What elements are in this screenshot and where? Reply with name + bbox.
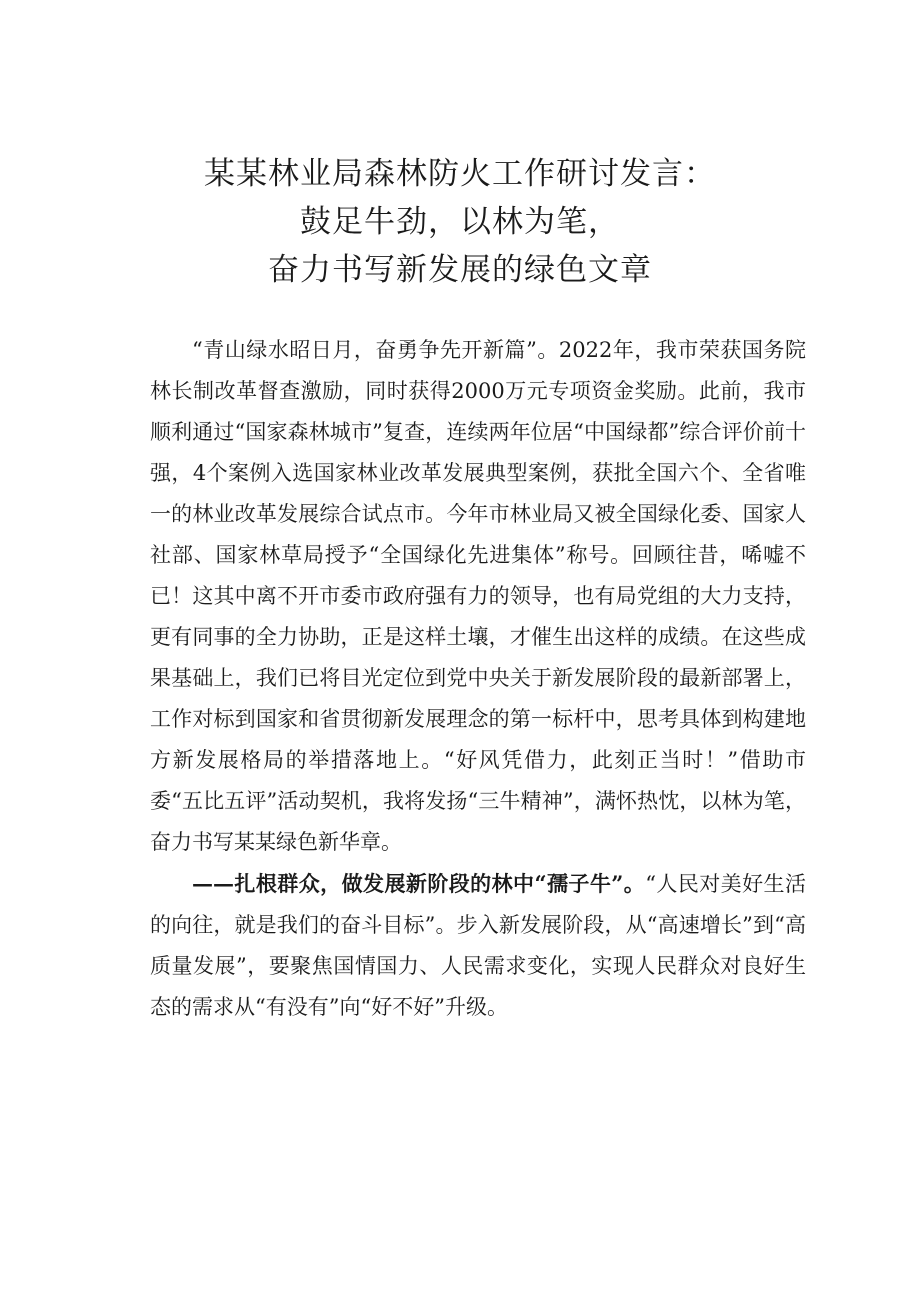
paragraph-2	[150, 863, 806, 1028]
paragraph-1-text: “青山绿水昭日月，奋勇争先开新篇”。2022年，我市荣获国务院林长制改革督查激励，同时获得2000万元专项资金奖励。此前，我市顺利通过“国家森林城市”复查，连续两年位居“中国绿都”综合评价前十强，4个案例入选国家林业改革发展典型案例，获批全国六个、全省唯一的林业改革发展综合试点市。今年市林业局又被全国绿化委、国家人社部、国家林草局授予“全国绿化先进集体”称号。回顾往昔，唏嘘不已！这其中离不开市委市政府强有力的领导，也有局党组的大力支持，更有同事的全力协助，正是这样土壤，才催生出这样的成绩。在这些成果基础上，我们已将目光定位到党中央关于新发展阶段的最新部署上，工作对标到国家和省贯彻新发展理念的第一标杆中，思考具体到构建地方新发展格局的举措落地上。“好风凭借力，此刻正当时！”借助市委“五比五评”活动契机，我将发扬“三牛精神”，满怀热忱，以林为笔，奋力书写某某绿色新华章。	[150, 338, 806, 854]
title-line-1: 某某林业局森林防火工作研讨发言：	[204, 156, 716, 192]
title-line-2: 鼓足牛劲，以林为笔，	[300, 204, 620, 240]
paragraph-1	[150, 330, 806, 863]
paragraph-2-text: “人民对美好生活的向往，就是我们的奋斗目标”。步入新发展阶段，从“高速增长”到“高质量发展”，要聚焦国情国力、人民需求变化，实现人民群众对良好生态的需求从“有没有”向“好不好”升级。	[150, 872, 806, 1019]
document-title	[0, 150, 920, 294]
title-line-3: 奋力书写新发展的绿色文章	[268, 252, 652, 288]
paragraph-2-heading: ——扎根群众，做发展新阶段的林中“孺子牛”。	[192, 871, 646, 896]
document-body	[150, 330, 806, 1028]
